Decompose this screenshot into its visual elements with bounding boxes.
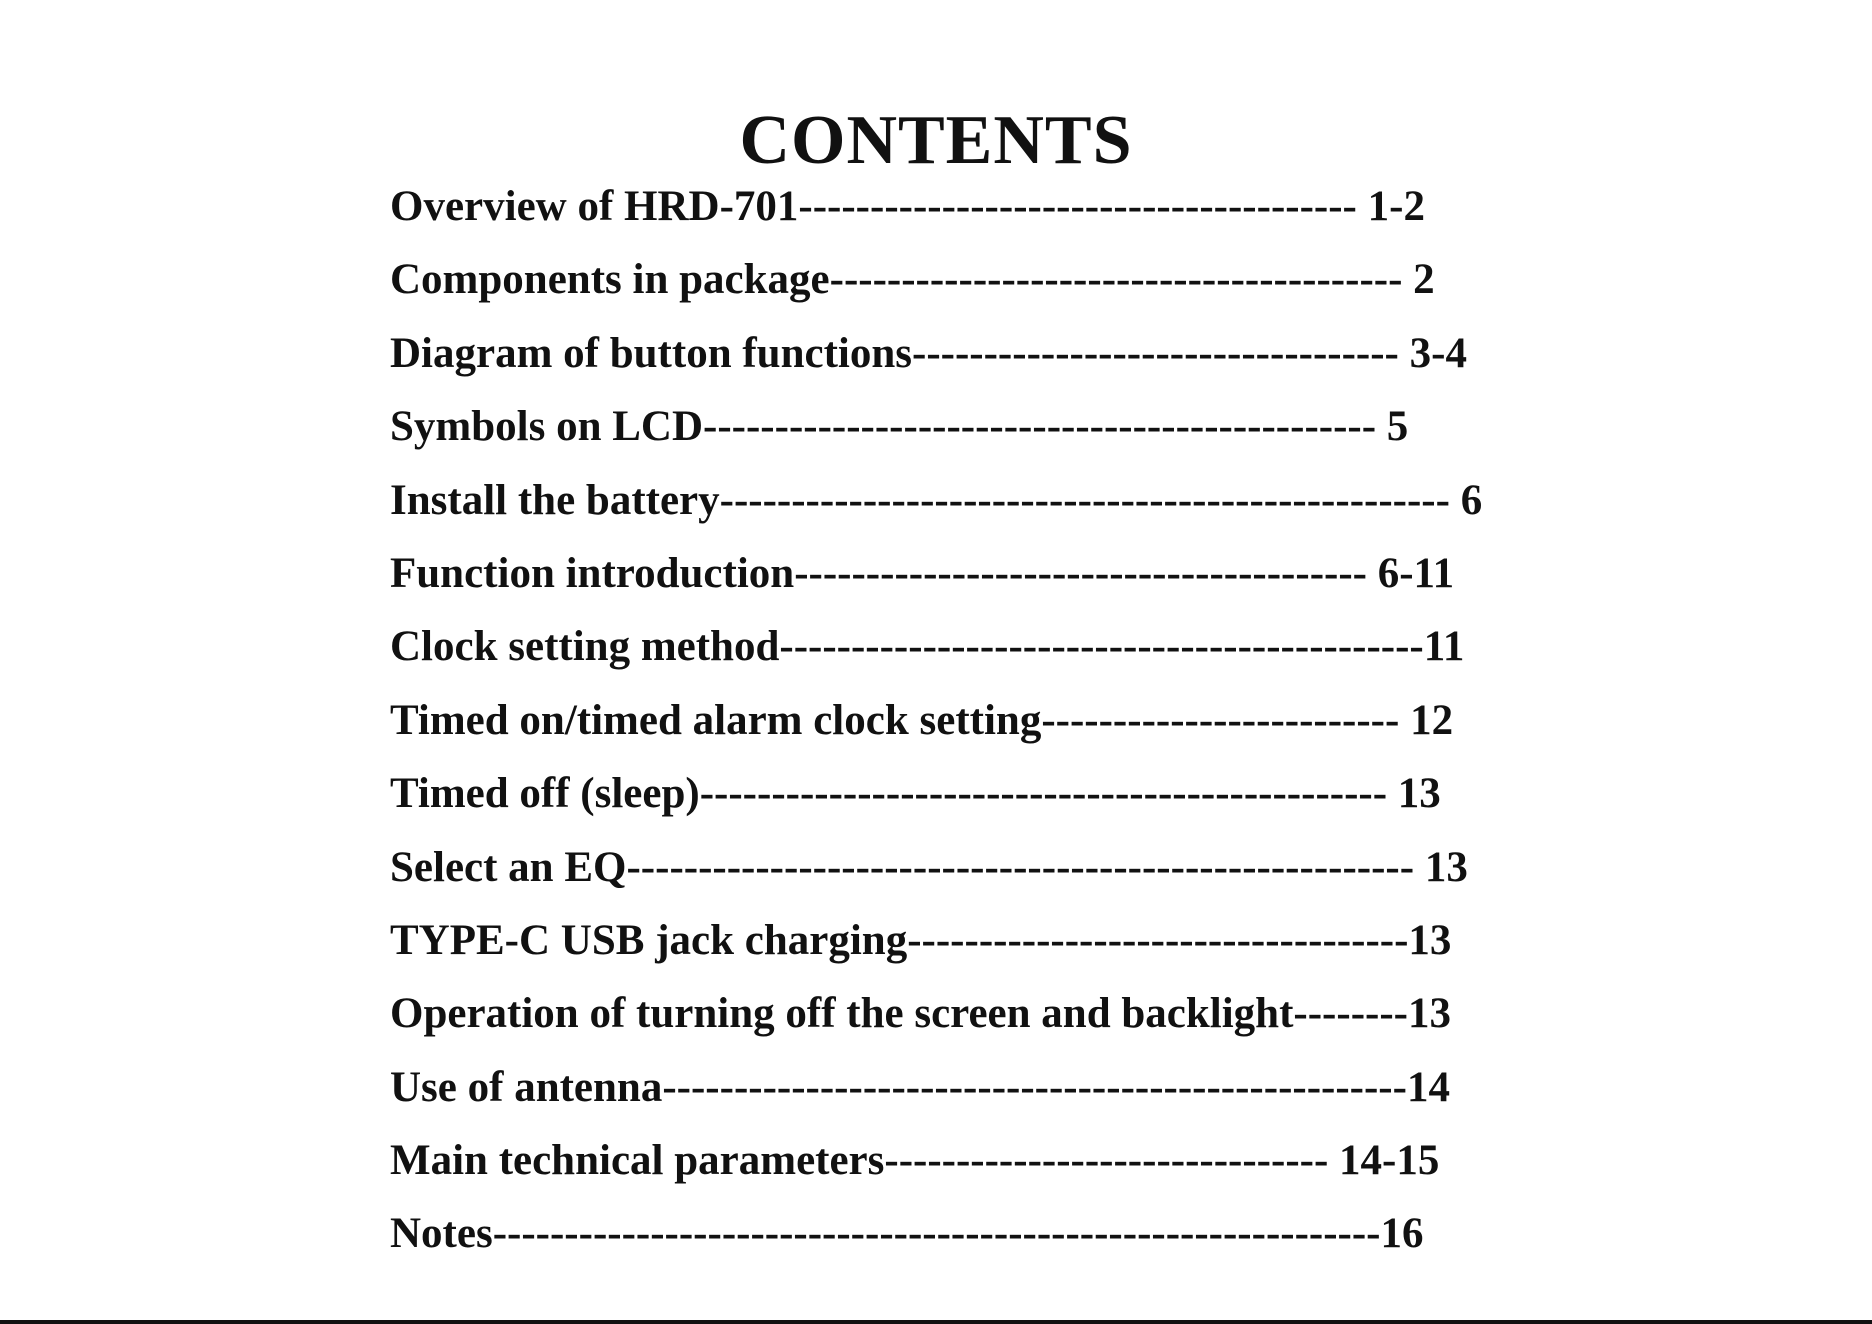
toc-entry-leader: ------------------------------------------------ [699, 770, 1388, 818]
toc-entry [390, 610, 1493, 683]
toc-entry-title: Timed on/timed alarm clock setting [390, 696, 1042, 744]
toc-entry [390, 390, 1493, 463]
toc-entry [390, 757, 1493, 830]
toc-entry-title: Notes [390, 1210, 493, 1258]
toc-entry-leader: ----------------------------------- [907, 916, 1409, 964]
toc-entry-leader: ---------------------------------------- [829, 256, 1403, 304]
toc-entry-page: 5 [1376, 403, 1409, 451]
toc-entry-leader: ------------------------------- [884, 1137, 1329, 1185]
toc-entry-leader: --------------------------------------------------- [719, 476, 1450, 524]
toc-entry-leader: ---------------------------------------- [794, 549, 1367, 597]
page-bottom-border [0, 1320, 1872, 1324]
toc-entry-title: Use of antenna [390, 1063, 663, 1111]
toc-entry-title: Timed off (sleep) [390, 770, 700, 818]
toc-entry-page: 13 [1387, 770, 1441, 818]
toc-entry [390, 243, 1493, 316]
toc-entry-title: Main technical parameters [390, 1137, 885, 1185]
toc-entry-title: Clock setting method [390, 623, 780, 671]
toc-entry [390, 1051, 1493, 1124]
toc-entry [390, 684, 1493, 757]
toc-entry-title: Select an EQ [390, 843, 627, 891]
toc-entry-title: Overview of HRD-701 [390, 183, 799, 230]
toc-entry-leader: --------------------------------------------- [779, 623, 1424, 671]
toc-entry [390, 1197, 1493, 1270]
toc-entry-page: 11 [1423, 623, 1465, 671]
toc-entry [390, 537, 1493, 610]
toc-entry-page: 16 [1380, 1210, 1424, 1258]
toc-entry-page: 13 [1408, 916, 1452, 964]
toc-entry-title: Diagram of button functions [390, 329, 913, 377]
toc-entry-leader: ---------------------------------------------------- [662, 1063, 1407, 1111]
toc-entry-title: Install the battery [390, 476, 720, 524]
toc-entry [390, 170, 1493, 243]
toc-entry-title: Operation of turning off the screen and backlight [390, 990, 1294, 1038]
toc-entry [390, 317, 1493, 390]
toc-entry-page: 12 [1399, 696, 1454, 744]
toc-entry-page: 14 [1406, 1063, 1450, 1111]
toc-entry-leader: -------------------------------------------------------------- [492, 1210, 1381, 1258]
toc-entry-leader: ---------------------------------- [912, 329, 1399, 377]
toc-entry-title: Symbols on LCD [390, 403, 704, 451]
toc-entry-leader: ----------------------------------------------- [703, 403, 1377, 451]
toc-entry-page: 13 [1414, 843, 1468, 891]
toc-entry-page: 1-2 [1356, 183, 1425, 230]
toc-entry-leader: -------- [1293, 990, 1408, 1038]
toc-entry-leader: --------------------------------------- [798, 183, 1357, 230]
toc-entry [390, 464, 1493, 537]
toc-entry-leader: ------------------------------------------------------- [626, 843, 1415, 891]
toc-entry-page: 3-4 [1398, 329, 1467, 377]
contents-title: CONTENTS [739, 101, 1133, 179]
toc-entry-page: 14-15 [1328, 1137, 1440, 1185]
table-of-contents [390, 170, 1493, 1271]
toc-entry-page: 2 [1402, 256, 1435, 304]
toc-entry-title: Function introduction [390, 549, 795, 597]
toc-entry [390, 1124, 1493, 1197]
toc-entry-leader: ------------------------- [1041, 696, 1400, 744]
toc-entry [390, 977, 1493, 1050]
toc-entry-page: 6 [1449, 476, 1483, 524]
toc-entry-title: TYPE-C USB jack charging [390, 916, 908, 964]
toc-entry [390, 831, 1493, 904]
toc-entry-title: Components in package [390, 256, 830, 304]
toc-entry-page: 6-11 [1366, 549, 1455, 597]
toc-entry [390, 904, 1493, 977]
toc-entry-page: 13 [1407, 990, 1451, 1038]
